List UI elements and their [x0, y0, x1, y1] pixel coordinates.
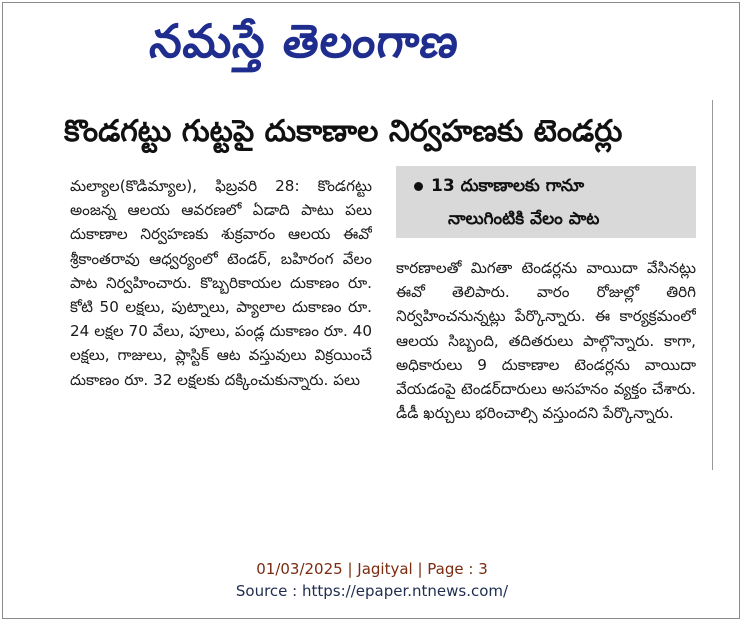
bullet-icon	[414, 182, 423, 191]
article-right-column: కారణాలతో మిగతా టెండర్లను వాయిదా వేసినట్లు ఈవో తెలిపారు. వారం రోజుల్లో తిరిగి నిర్వహించనున్నట్లు పేర్కొన్నారు. ఈ కార్యక్రమంలో ఆలయ సిబ్బంది, తదితరులు పాల్గొన్నారు. కాగా, అధికారులు 9 దుకాణాల టెండర్లను వాయిదా వేయడంపై టెండర్‌దారులు అసహనం వ్యక్తం చేశారు. డీడీ ఖర్చులు భరించాల్సి వస్తుందని పేర్కొన్నారు.	[396, 259, 696, 423]
article-left-column: మల్యాల(కొడిమ్యాల), ఫిబ్రవరి 28: కొండగట్టు అంజన్న ఆలయ ఆవరణలో ఏడాది పాటు పలు దుకాణాల నిర్వహణకు శుక్రవారం ఆలయ ఈవో శ్రీకాంతరావు ఆధ్వర్యంలో టెండర్, బహిరంగ వేలం పాట నిర్వహించారు. కొబ్బరికాయల దుకాణం రూ. కోటి 50 లక్షలు, పుట్నాలు, ప్యాలాల దుకాణం రూ. 24 లక్షల 70 వేలు, పూలు, పండ్ల దుకాణం రూ. 40 లక్షలు, గాజులు, ప్లాస్టిక్ ఆట వస్తువులు విక్రయించే దుకాణం రూ. 32 లక్షలకు దక్కించుకున్నారు. పలు	[70, 177, 372, 389]
article-headline: కొండగట్టు గుట్టపై దుకాణాల నిర్వహణకు టెండర్లు	[64, 114, 623, 149]
edition-meta: 01/03/2025 | Jagityal | Page : 3	[256, 560, 488, 578]
callout-line-1-text: 13 దుకాణాలకు గానూ	[431, 176, 585, 196]
callout-line-2: నాలుగింటికి వేలం పాట	[448, 209, 600, 229]
page-footer	[0, 558, 744, 602]
article-callout	[396, 166, 696, 238]
callout-line-1	[414, 170, 684, 203]
newspaper-masthead: నమస్తే తెలంగాణ	[147, 14, 463, 68]
column-divider	[712, 100, 713, 470]
source-link[interactable]: Source : https://epaper.ntnews.com/	[235, 582, 509, 600]
